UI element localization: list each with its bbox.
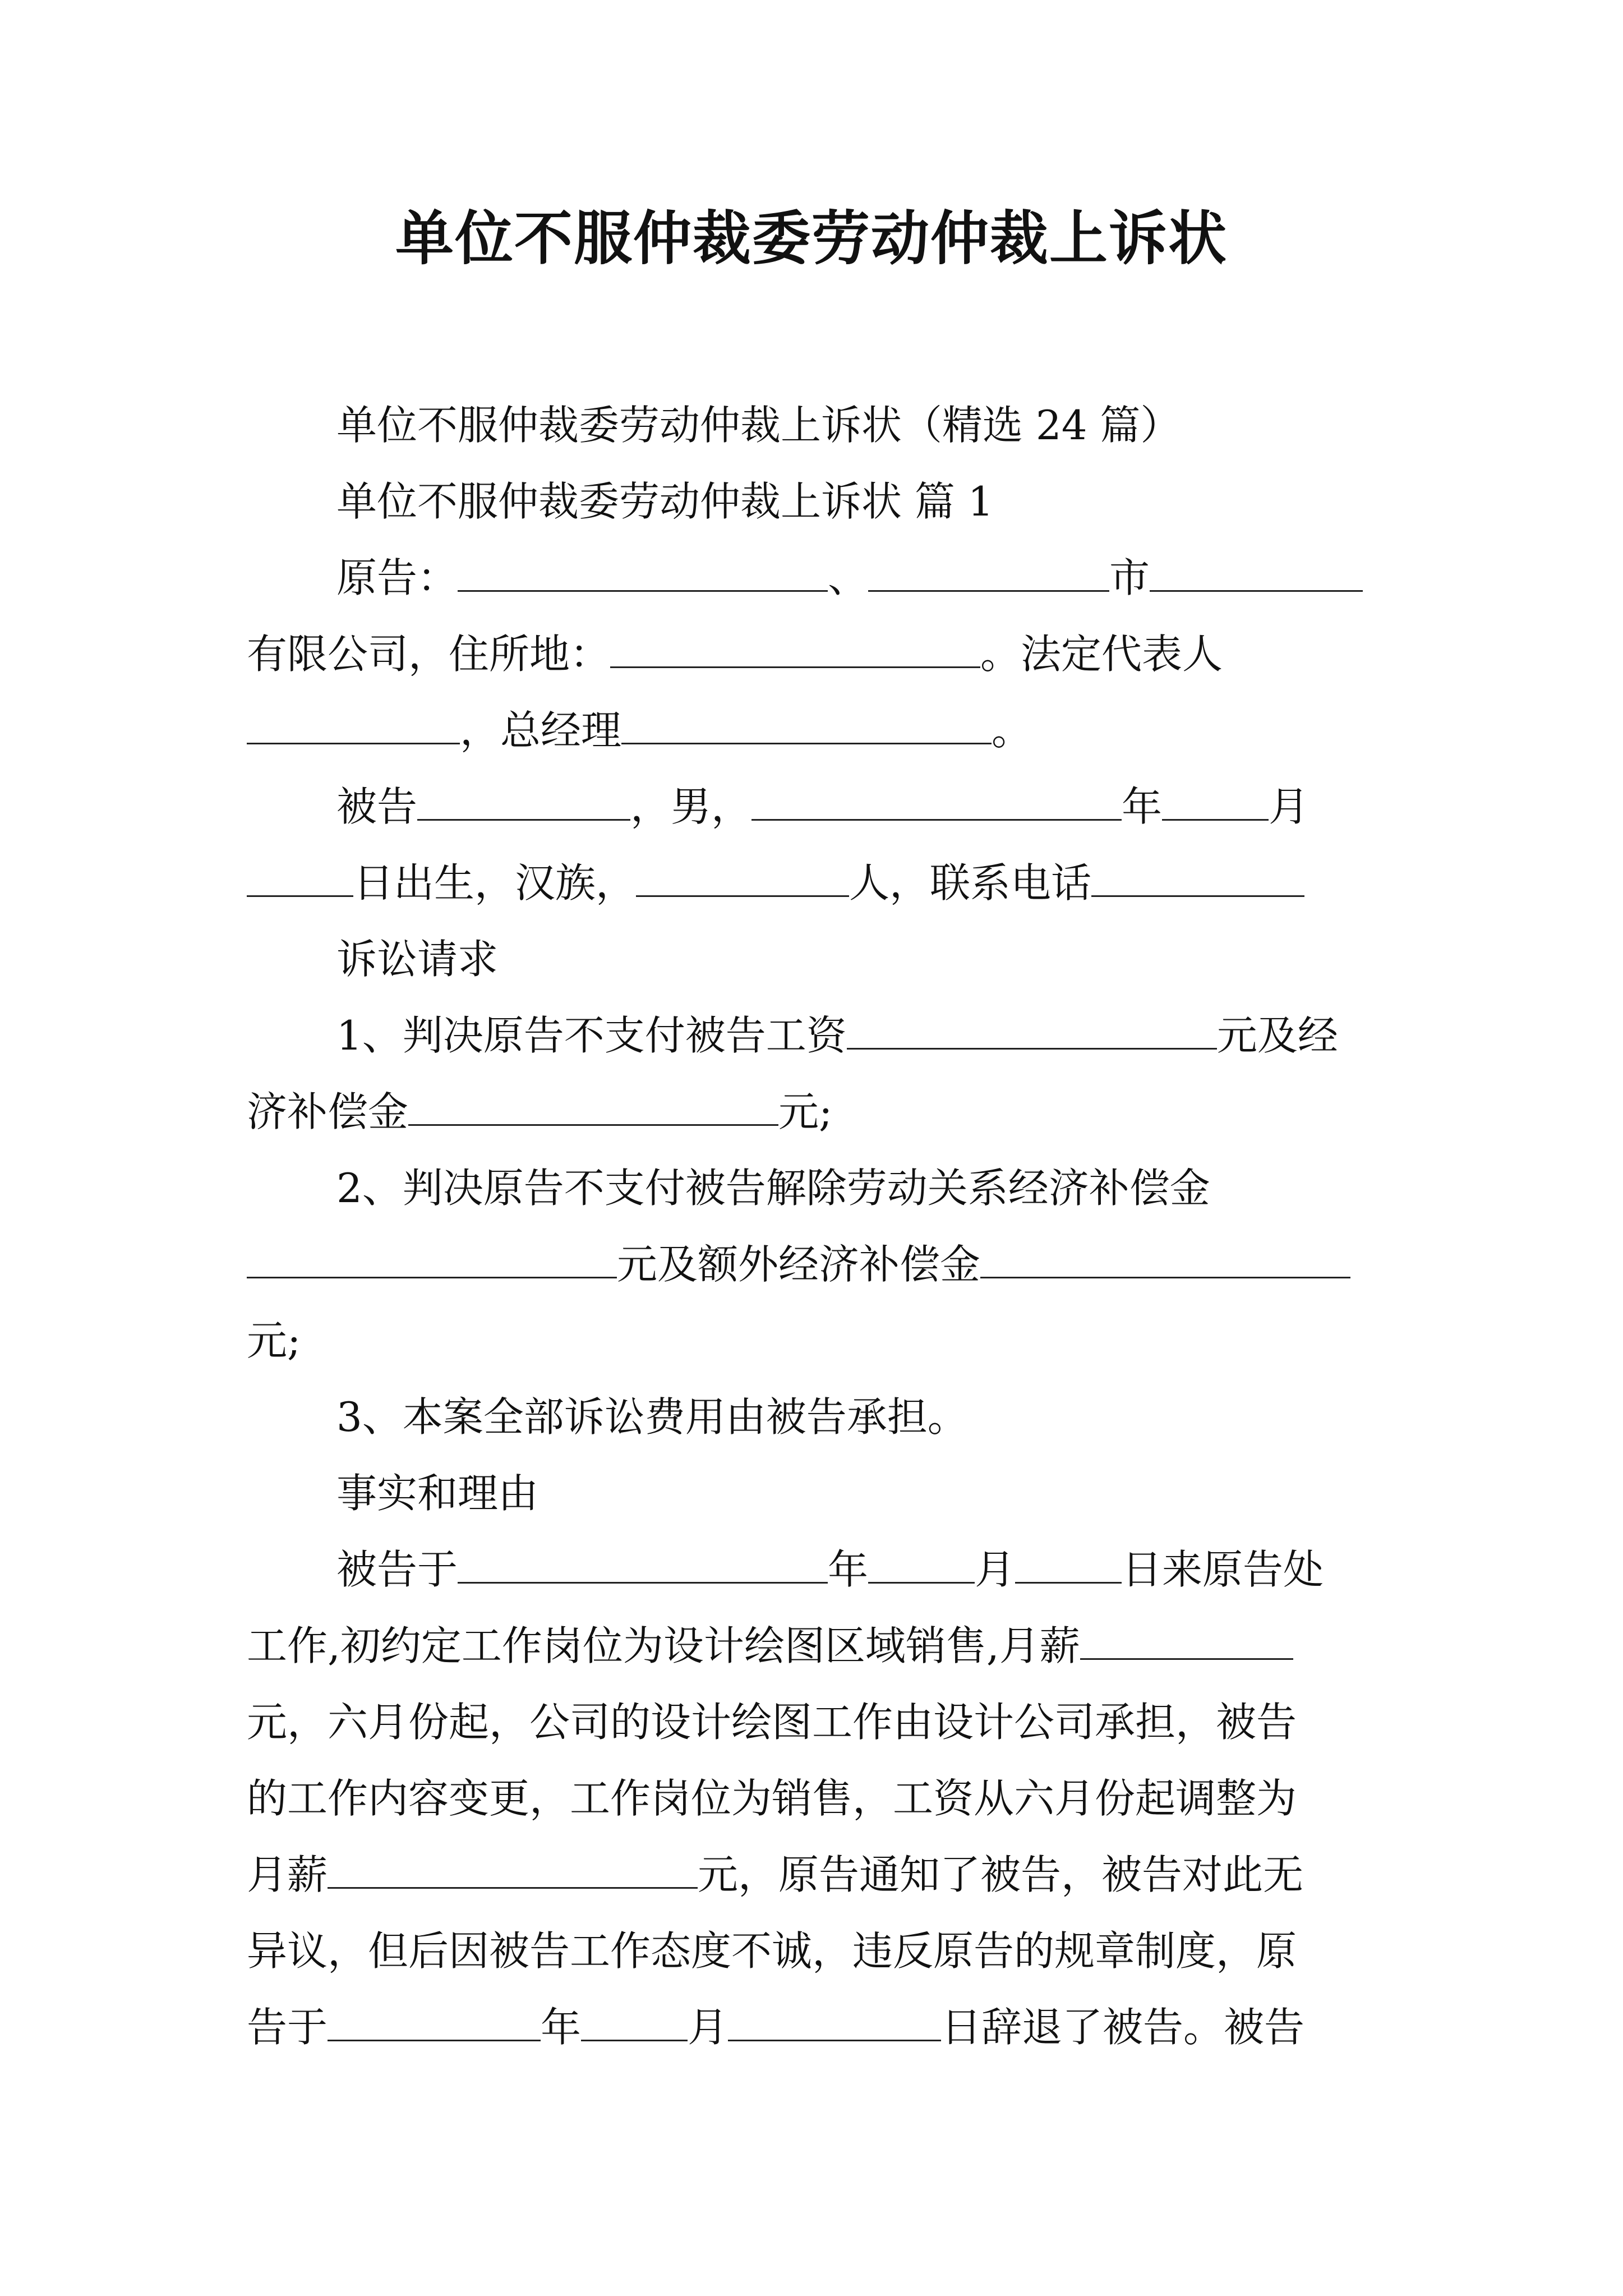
line-text: 有限公司，住所地： (247, 631, 611, 678)
line-text: 1、判决原告不支付被告工资 (336, 1012, 847, 1059)
fill-in-blank[interactable] (728, 2001, 941, 2041)
line-text: 诉讼请求 (336, 936, 499, 983)
line-text: 被告于 (336, 1546, 458, 1593)
line-text: 单位不服仲裁委劳动仲裁上诉状 篇 1 (336, 478, 994, 525)
line-text: 日辞退了被告。被告 (941, 2004, 1305, 2051)
fill-in-blank[interactable] (458, 1544, 828, 1584)
document-line (247, 698, 1391, 763)
document-line (336, 469, 1391, 534)
fill-in-blank[interactable] (328, 1849, 698, 1889)
line-text: 。法定代表人 (980, 631, 1223, 678)
document-line (336, 927, 1391, 992)
fill-in-blank[interactable] (1080, 1620, 1293, 1660)
line-text: ，总经理 (460, 707, 622, 754)
fill-in-blank[interactable] (847, 1010, 1217, 1050)
fill-in-blank[interactable] (1150, 552, 1363, 592)
line-text: 告于 (247, 2004, 328, 2051)
line-text: 日出生，汉族， (353, 859, 637, 907)
document-line (247, 1842, 1391, 1907)
fill-in-blank[interactable] (751, 781, 1122, 821)
line-text: 异议，但后因被告工作态度不诚，违反原告的规章制度，原 (247, 1927, 1297, 1975)
document-line (247, 1232, 1391, 1297)
line-text: 元及经 (1216, 1012, 1338, 1059)
fill-in-blank[interactable] (581, 2001, 688, 2041)
line-text: 年 (828, 1546, 869, 1593)
document-line (247, 850, 1391, 915)
document-line (336, 1156, 1391, 1221)
line-text: 2、判决原告不支付被告解除劳动关系经济补偿金 (336, 1165, 1210, 1212)
line-text: 年 (1122, 783, 1163, 830)
document-line (336, 1537, 1391, 1602)
document-line (247, 1690, 1391, 1755)
line-text: 月 (1269, 783, 1310, 830)
line-text: 元; (778, 1088, 833, 1135)
line-text: 3、本案全部诉讼费用由被告承担。 (336, 1393, 968, 1441)
document-line (336, 545, 1391, 610)
fill-in-blank[interactable] (1091, 857, 1304, 897)
document-line (336, 1003, 1391, 1068)
line-text: 月薪 (247, 1851, 328, 1898)
document-line (247, 622, 1391, 687)
fill-in-blank[interactable] (636, 857, 849, 897)
line-text: 事实和理由 (336, 1470, 539, 1517)
line-text: 工作,初约定工作岗位为设计绘图区域销售,月薪 (247, 1622, 1080, 1669)
line-text: 单位不服仲裁委劳动仲裁上诉状（精选 24 篇） (336, 402, 1181, 449)
line-text: 、 (828, 554, 869, 601)
line-text: 元，原告通知了被告，被告对此无 (698, 1851, 1304, 1898)
fill-in-blank[interactable] (868, 552, 1109, 592)
document-line (336, 1384, 1391, 1450)
document-line (247, 1766, 1391, 1831)
fill-in-blank[interactable] (868, 1544, 975, 1584)
line-text: 原告： (336, 554, 458, 601)
fill-in-blank[interactable] (1015, 1544, 1122, 1584)
line-text: 被告 (336, 783, 418, 830)
fill-in-blank[interactable] (458, 552, 828, 592)
fill-in-blank[interactable] (1162, 781, 1269, 821)
fill-in-blank[interactable] (247, 1239, 617, 1278)
line-text: 年 (541, 2004, 582, 2051)
document-line (336, 1461, 1391, 1526)
line-text: 日来原告处 (1122, 1546, 1324, 1593)
line-text: 。 (992, 707, 1032, 754)
fill-in-blank[interactable] (980, 1239, 1350, 1278)
fill-in-blank[interactable] (247, 705, 460, 744)
line-text: 济补偿金 (247, 1088, 409, 1135)
line-text: 元及额外经济补偿金 (617, 1241, 981, 1288)
line-text: 元，六月份起，公司的设计绘图工作由设计公司承担，被告 (247, 1699, 1297, 1746)
line-text: 市 (1109, 554, 1150, 601)
line-text: ，男， (630, 783, 752, 830)
document-line (247, 1079, 1391, 1144)
fill-in-blank[interactable] (621, 705, 992, 744)
fill-in-blank[interactable] (417, 781, 630, 821)
document-line (247, 1308, 1391, 1373)
fill-in-blank[interactable] (610, 628, 980, 668)
document-line (247, 1613, 1391, 1678)
document-title: 单位不服仲裁委劳动仲裁上诉状 (395, 204, 1228, 273)
document-line (247, 1995, 1391, 2060)
line-text: 月 (975, 1546, 1016, 1593)
line-text: 人，联系电话 (849, 859, 1092, 907)
line-text: 的工作内容变更，工作岗位为销售，工资从六月份起调整为 (247, 1775, 1297, 1822)
fill-in-blank[interactable] (247, 857, 353, 897)
fill-in-blank[interactable] (408, 1086, 778, 1126)
document-line (336, 393, 1391, 458)
fill-in-blank[interactable] (328, 2001, 541, 2041)
line-text: 月 (688, 2004, 728, 2051)
line-text: 元; (247, 1317, 301, 1364)
document-line (247, 1918, 1391, 1984)
document-line (336, 774, 1391, 839)
